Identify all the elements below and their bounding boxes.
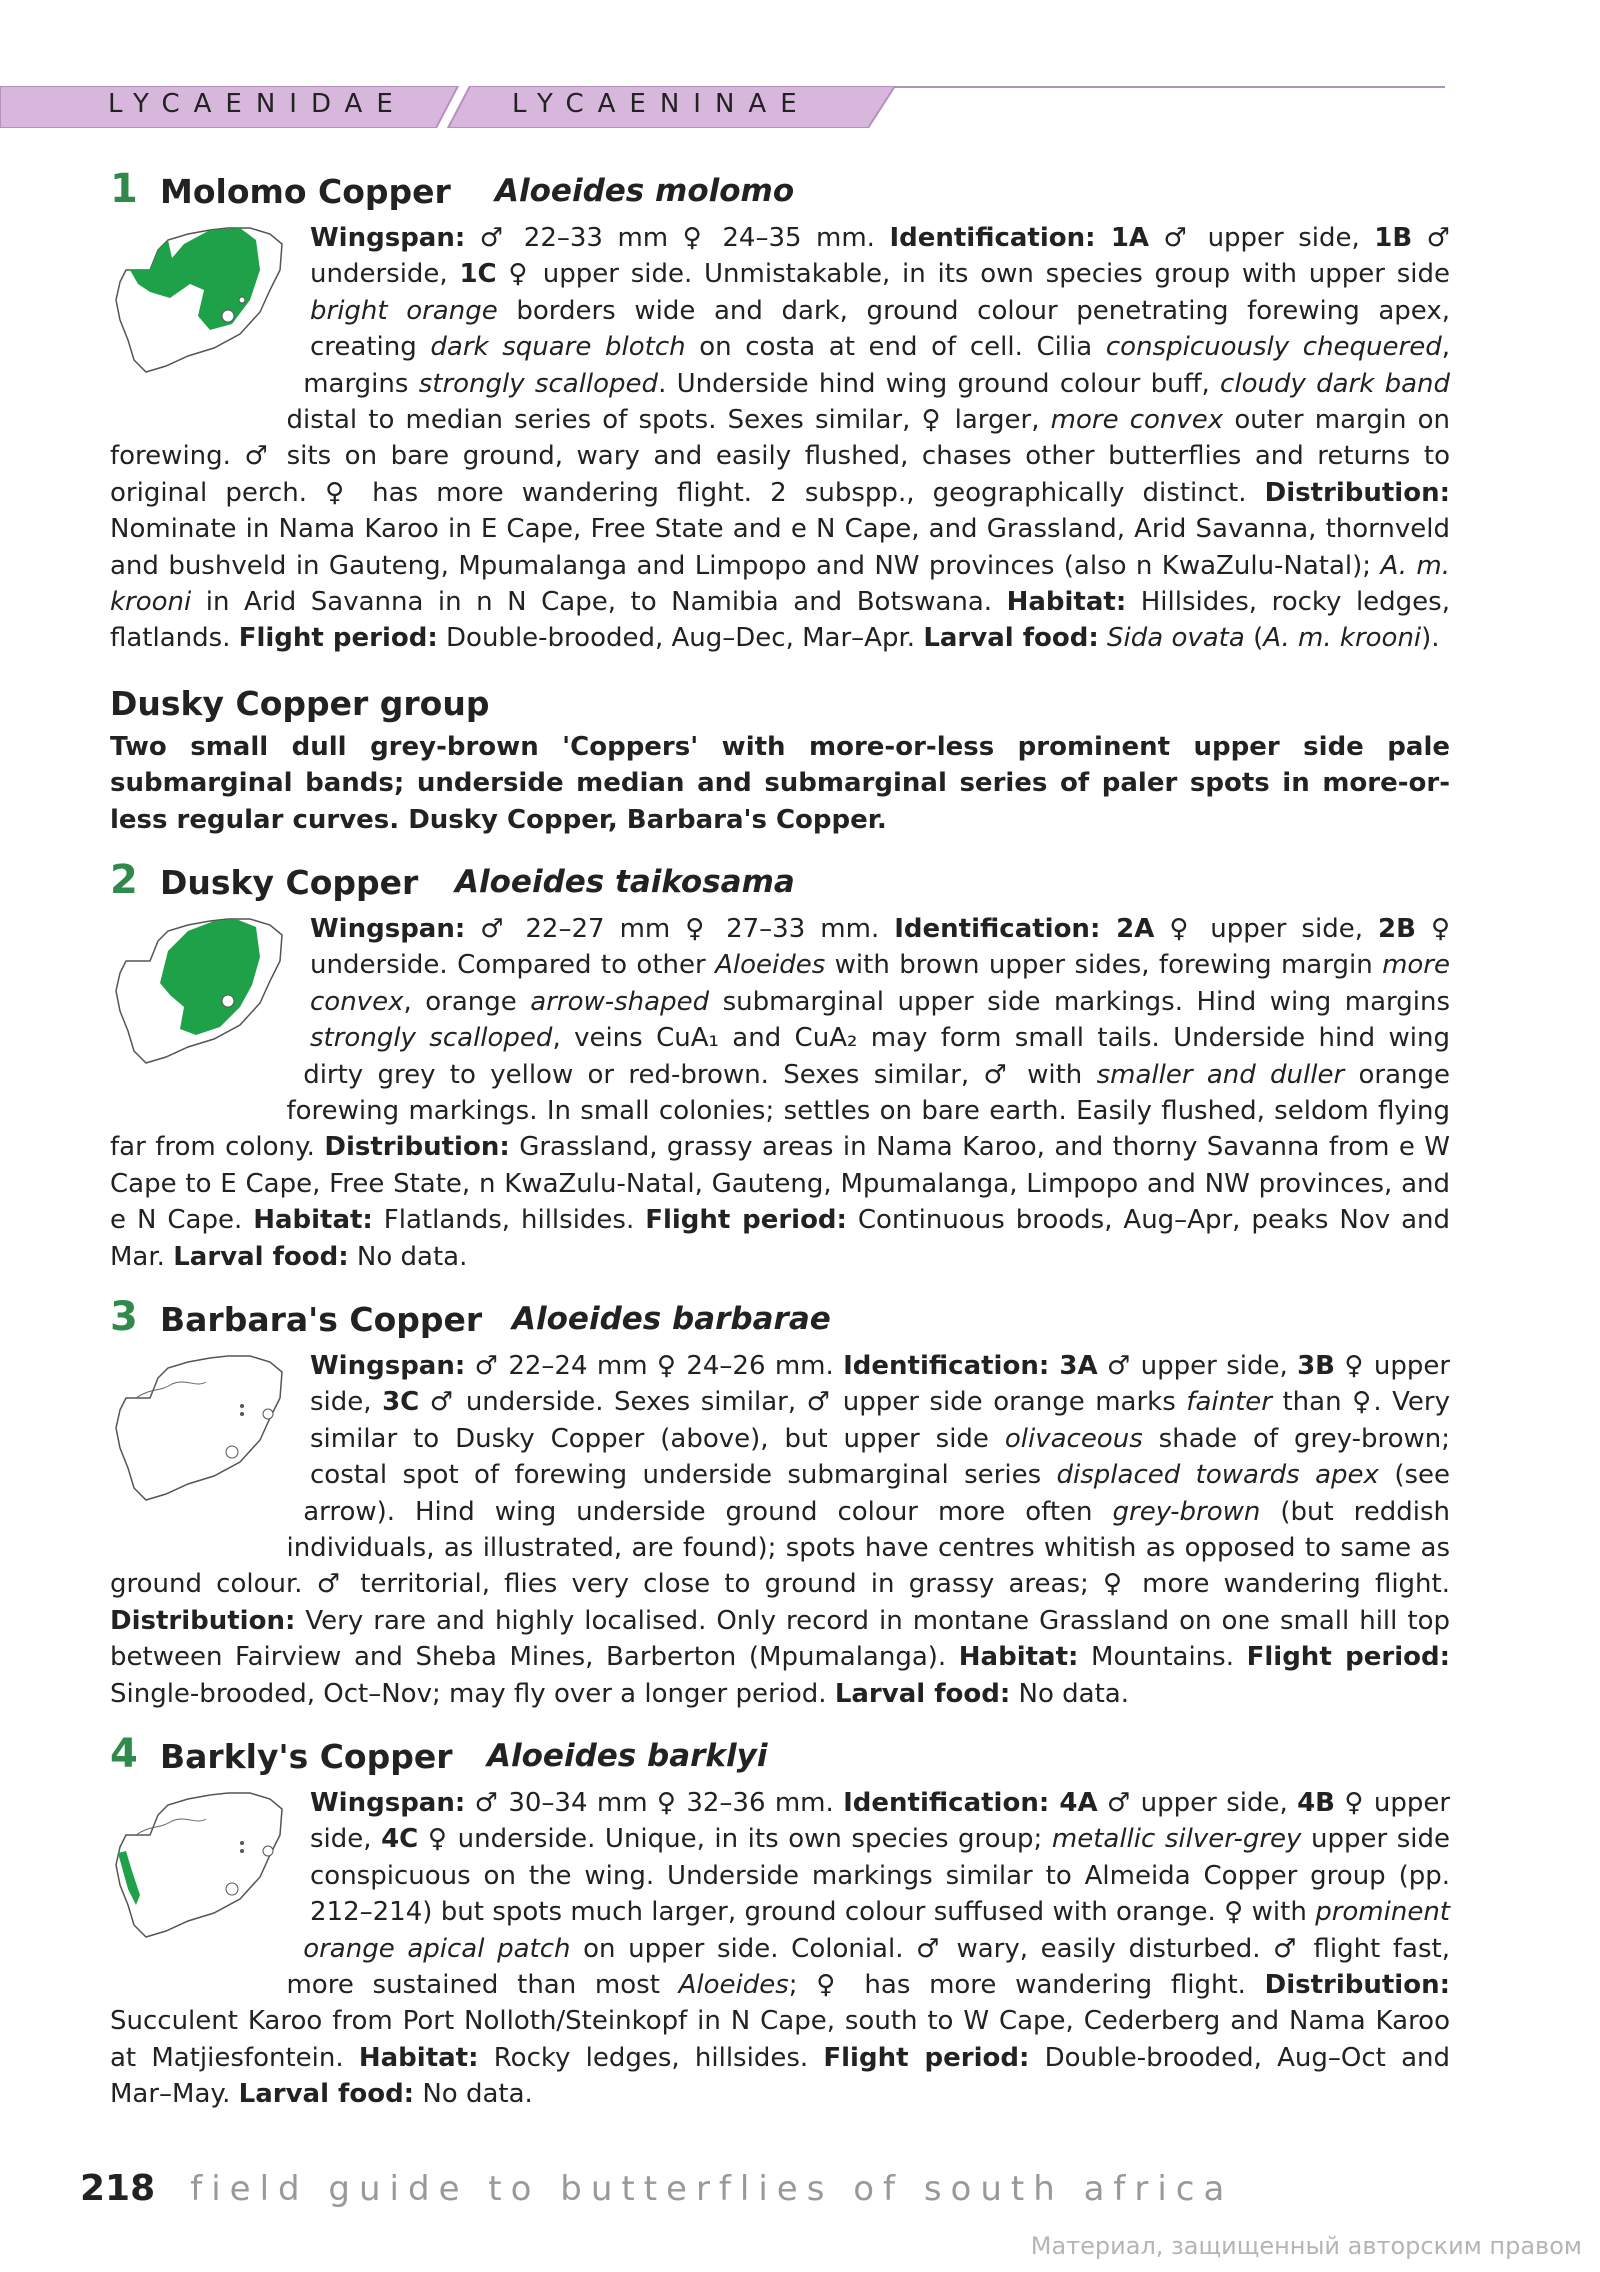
text-run: ♂ 30–34 mm ♀ 32–36 mm. <box>465 1788 844 1818</box>
page-footer <box>80 2168 1233 2209</box>
text-run: 4B <box>1297 1788 1336 1818</box>
text-run: Flight period: <box>645 1205 847 1236</box>
text-run: ♀ underside. Compared to other <box>310 914 1450 981</box>
header-family: LYCAENIDAE <box>108 89 407 119</box>
text-run: ; ♀ has more wandering flight. <box>788 1970 1265 2001</box>
text-run: arrow-shaped <box>530 986 710 1017</box>
common-name: Barkly's Copper <box>160 1737 453 1776</box>
text-run: Wingspan: <box>310 914 466 944</box>
text-run: Flight period: <box>823 2042 1030 2073</box>
text-run: Aloeides <box>678 1970 789 2001</box>
text-run: . Underside hind wing ground colour buff, <box>658 368 1221 399</box>
text-run: outer margin on forewing. ♂ sits on bare ground, wary and easily flushed, chases other butterflies and returns to original perch. ♀ has more wandering flight. 2 subspp., geographically distinct. <box>110 405 1450 508</box>
species-description <box>110 1348 1450 1712</box>
text-run: with brown upper sides, forewing margin <box>825 950 1383 981</box>
text-run: on upper side. Colonial. ♂ wary, easily disturbed. ♂ flight fast, more sustained than most <box>286 1933 1450 2001</box>
copyright-watermark: Материал, защищенный авторским правом <box>1030 2232 1582 2260</box>
text-run: Wingspan: <box>310 223 466 253</box>
text-run: conspicuously chequered <box>1105 332 1442 363</box>
common-name: Dusky Copper <box>160 863 419 902</box>
text-run: ♀ upper side, <box>1154 914 1378 944</box>
text-run: strongly scalloped <box>418 368 659 399</box>
text-run: A. m. krooni <box>1263 623 1422 654</box>
entry-number: 4 <box>110 1731 138 1777</box>
text-run: ♂ upper side, <box>1149 223 1375 253</box>
text-run: ♀ upper side. Unmistakable, in its own species group with upper side <box>496 259 1451 290</box>
text-run: ♂ upper side, <box>1097 1788 1298 1818</box>
entry-title <box>110 1731 1450 1785</box>
text-run: Larval food: <box>923 623 1099 654</box>
text-run: Flight period: <box>238 623 438 654</box>
entry-number: 1 <box>110 166 138 212</box>
species-entry-2 <box>110 857 1451 1275</box>
text-run: ♂ 22–27 mm ♀ 27–33 mm. <box>465 914 895 944</box>
text-run: strongly scalloped <box>310 1023 553 1054</box>
text-run: smaller and duller <box>1096 1059 1345 1090</box>
text-run: 2B <box>1378 914 1416 944</box>
text-run: ♀ upper side, <box>310 1351 1451 1418</box>
text-run: , margins <box>303 332 1450 399</box>
text-run: ♀ underside. Unique, in its own species group; <box>418 1824 1052 1855</box>
text-run: upper side conspicuous on the wing. Underside markings similar to Almeida Copper group (pp. 212–214) but spots much larger, ground colour suffused with orange. ♀ with <box>310 1824 1450 1928</box>
group-description: Two small dull grey-brown 'Coppers' with more-or-less prominent upper side pale submarginal bands; underside median and submarginal series of paler spots in more-or-less regular curves. Dusky Copper, Barbara's Copper. <box>110 732 1450 835</box>
text-run: Grassland, grassy areas in Nama Karoo, and thorny Savanna from e W Cape to E Cape, Free State, n KwaZulu-Natal, Gauteng, Mpumalanga, Limpopo and NW provinces, and e N Cape. <box>110 1132 1450 1236</box>
text-run: in Arid Savanna in n N Cape, to Namibia and Botswana. <box>191 587 1007 618</box>
text-run: Double-brooded, Aug–Oct and Mar–May. <box>110 2042 1450 2110</box>
page-number: 218 <box>80 2168 156 2209</box>
entry-title <box>110 1294 1450 1348</box>
text-run: than ♀. Very similar to Dusky Copper (above), but upper side <box>310 1387 1450 1454</box>
text-run: ♂ 22–24 mm ♀ 24–26 mm. <box>465 1351 844 1381</box>
species-description <box>110 911 1450 1275</box>
text-run: fainter <box>1186 1387 1272 1418</box>
distribution-map-icon <box>110 1348 296 1566</box>
text-run: Single-brooded, Oct–Nov; may fly over a longer period. <box>110 1678 835 1709</box>
text-run: Aloeides <box>715 950 826 981</box>
text-run: 3C <box>382 1387 420 1418</box>
text-run: orange forewing markings. In small colonies; settles on bare earth. Easily flushed, seldom flying far from colony. <box>110 1059 1451 1163</box>
species-group-block <box>110 684 1450 838</box>
text-run: Rocky ledges, hillsides. <box>478 2042 824 2073</box>
text-run: Mountains. <box>1078 1642 1247 1673</box>
text-run: Distribution: <box>110 1605 296 1636</box>
text-run: Larval food: <box>238 2079 415 2110</box>
text-run: ). <box>1421 623 1440 654</box>
text-run: 3B <box>1297 1351 1336 1381</box>
text-run: Distribution: <box>1264 1970 1450 2001</box>
species-entry-4 <box>110 1731 1451 2113</box>
scientific-name: Aloeides barklyi <box>487 1738 768 1774</box>
text-run: 1B <box>1374 223 1413 253</box>
distribution-map-icon <box>110 911 296 1129</box>
text-run: Succulent Karoo from Port Nolloth/Steinkopf in N Cape, south to W Cape, Cederberg and Nama Karoo at Matjiesfontein. <box>110 2006 1450 2073</box>
species-description <box>110 1785 1450 2113</box>
scientific-name: Aloeides molomo <box>495 173 795 209</box>
entry-title <box>110 166 1450 220</box>
text-run: No data. <box>348 1241 468 1272</box>
text-run: borders wide and dark, ground colour penetrating forewing apex, creating <box>310 295 1450 363</box>
species-description <box>110 220 1450 657</box>
text-run: Identification: 2A <box>894 914 1155 944</box>
text-run: Nominate in Nama Karoo in E Cape, Free State and e N Cape, and Grassland, Arid Savanna, thornveld and bushveld in Gauteng, Mpumalanga and Limpopo and NW provinces (also n KwaZulu-Natal); <box>110 514 1450 581</box>
text-run: on costa at end of cell. Cilia <box>685 332 1106 363</box>
text-run: Identification: 4A <box>843 1788 1098 1818</box>
text-run: A. m. krooni <box>110 550 1450 618</box>
text-run: No data. <box>414 2079 533 2110</box>
text-run: grey-brown <box>1112 1496 1261 1527</box>
text-run: Habitat: <box>253 1205 373 1236</box>
text-run: , orange <box>403 986 531 1017</box>
distribution-map-icon <box>110 220 296 438</box>
entry-number: 2 <box>110 857 138 903</box>
scientific-name: Aloeides barbarae <box>512 1301 831 1337</box>
text-run: distal to median series of spots. Sexes similar, ♀ larger, <box>286 405 1051 436</box>
species-entry-3 <box>110 1294 1451 1712</box>
text-run: Double-brooded, Aug–Dec, Mar–Apr. <box>437 623 924 654</box>
text-run: Larval food: <box>173 1241 349 1272</box>
running-header <box>0 86 1450 128</box>
text-run: more convex <box>310 950 1450 1017</box>
text-run: olivaceous <box>1004 1423 1143 1454</box>
text-run: ♂ underside. Sexes similar, ♂ upper side orange marks <box>419 1387 1187 1418</box>
text-run: displaced towards apex <box>1056 1460 1379 1491</box>
text-run: (but reddish individuals, as illustrated, are found); spots have centres whitish as opposed to same as ground colour. ♂ territorial, flies very close to ground in grassy areas; ♀ more wandering flight. <box>110 1496 1450 1600</box>
text-run: Habitat: <box>958 1642 1079 1673</box>
header-subfamily: LYCAENINAE <box>512 89 811 119</box>
text-run: metallic silver-grey <box>1051 1824 1302 1855</box>
text-run: cloudy dark band <box>1220 368 1450 399</box>
scientific-name: Aloeides taikosama <box>455 864 795 900</box>
text-run: Habitat: <box>1006 587 1127 618</box>
text-run: 1C <box>459 259 497 290</box>
text-run: submarginal upper side markings. Hind wing margins <box>709 986 1451 1017</box>
text-run: ♂ upper side, <box>1097 1351 1298 1381</box>
book-title: field guide to butterflies of south africa <box>190 2169 1234 2209</box>
text-run: ♀ upper side, <box>310 1788 1451 1855</box>
text-run: prominent orange apical patch <box>303 1897 1450 1964</box>
species-entry-1 <box>110 166 1451 657</box>
text-run: Distribution: <box>324 1132 510 1163</box>
text-run: ( <box>1244 623 1264 654</box>
text-run: dark square blotch <box>430 332 686 363</box>
text-run: more convex <box>1050 405 1224 436</box>
text-run: Sida ovata <box>1107 623 1245 654</box>
text-run: Flatlands, hillsides. <box>372 1205 646 1236</box>
text-run: Distribution: <box>1264 477 1450 508</box>
text-run: ♂ underside, <box>310 223 1450 290</box>
text-run: Very rare and highly localised. Only record in montane Grassland on one small hill top between Fairview and Sheba Mines, Barberton (Mpumalanga). <box>110 1605 1450 1673</box>
text-run: Identification: 1A <box>889 223 1150 253</box>
text-run: Continuous broods, Aug–Apr, peaks Nov and Mar. <box>110 1205 1450 1272</box>
text-run: Flight period: <box>1246 1642 1450 1673</box>
common-name: Barbara's Copper <box>160 1300 483 1339</box>
common-name: Molomo Copper <box>160 172 451 211</box>
text-run: shade of grey-brown; costal spot of forewing underside submarginal series <box>310 1423 1450 1491</box>
text-run: 4C <box>381 1824 419 1855</box>
distribution-map-icon <box>110 1785 296 2003</box>
group-title: Dusky Copper group <box>110 684 490 723</box>
text-run: (see arrow). Hind wing underside ground colour more often <box>303 1460 1450 1527</box>
text-run: Hillsides, rocky ledges, flatlands. <box>110 587 1450 654</box>
entry-title <box>110 857 1450 911</box>
entry-number: 3 <box>110 1294 138 1340</box>
text-run: Habitat: <box>358 2042 479 2073</box>
text-run: Identification: 3A <box>843 1351 1098 1381</box>
text-run: Larval food: <box>834 1678 1011 1709</box>
text-run: Wingspan: <box>310 1351 466 1381</box>
text-run: No data. <box>1010 1678 1129 1709</box>
text-run: Wingspan: <box>310 1788 466 1818</box>
text-run: , veins CuA₁ and CuA₂ may form small tails. Underside hind wing dirty grey to yellow or red-brown. Sexes similar, ♂ with <box>303 1023 1451 1090</box>
text-run: ♂ 22–33 mm ♀ 24–35 mm. <box>465 223 890 253</box>
text-run <box>1099 623 1107 653</box>
text-run: bright orange <box>310 295 498 326</box>
